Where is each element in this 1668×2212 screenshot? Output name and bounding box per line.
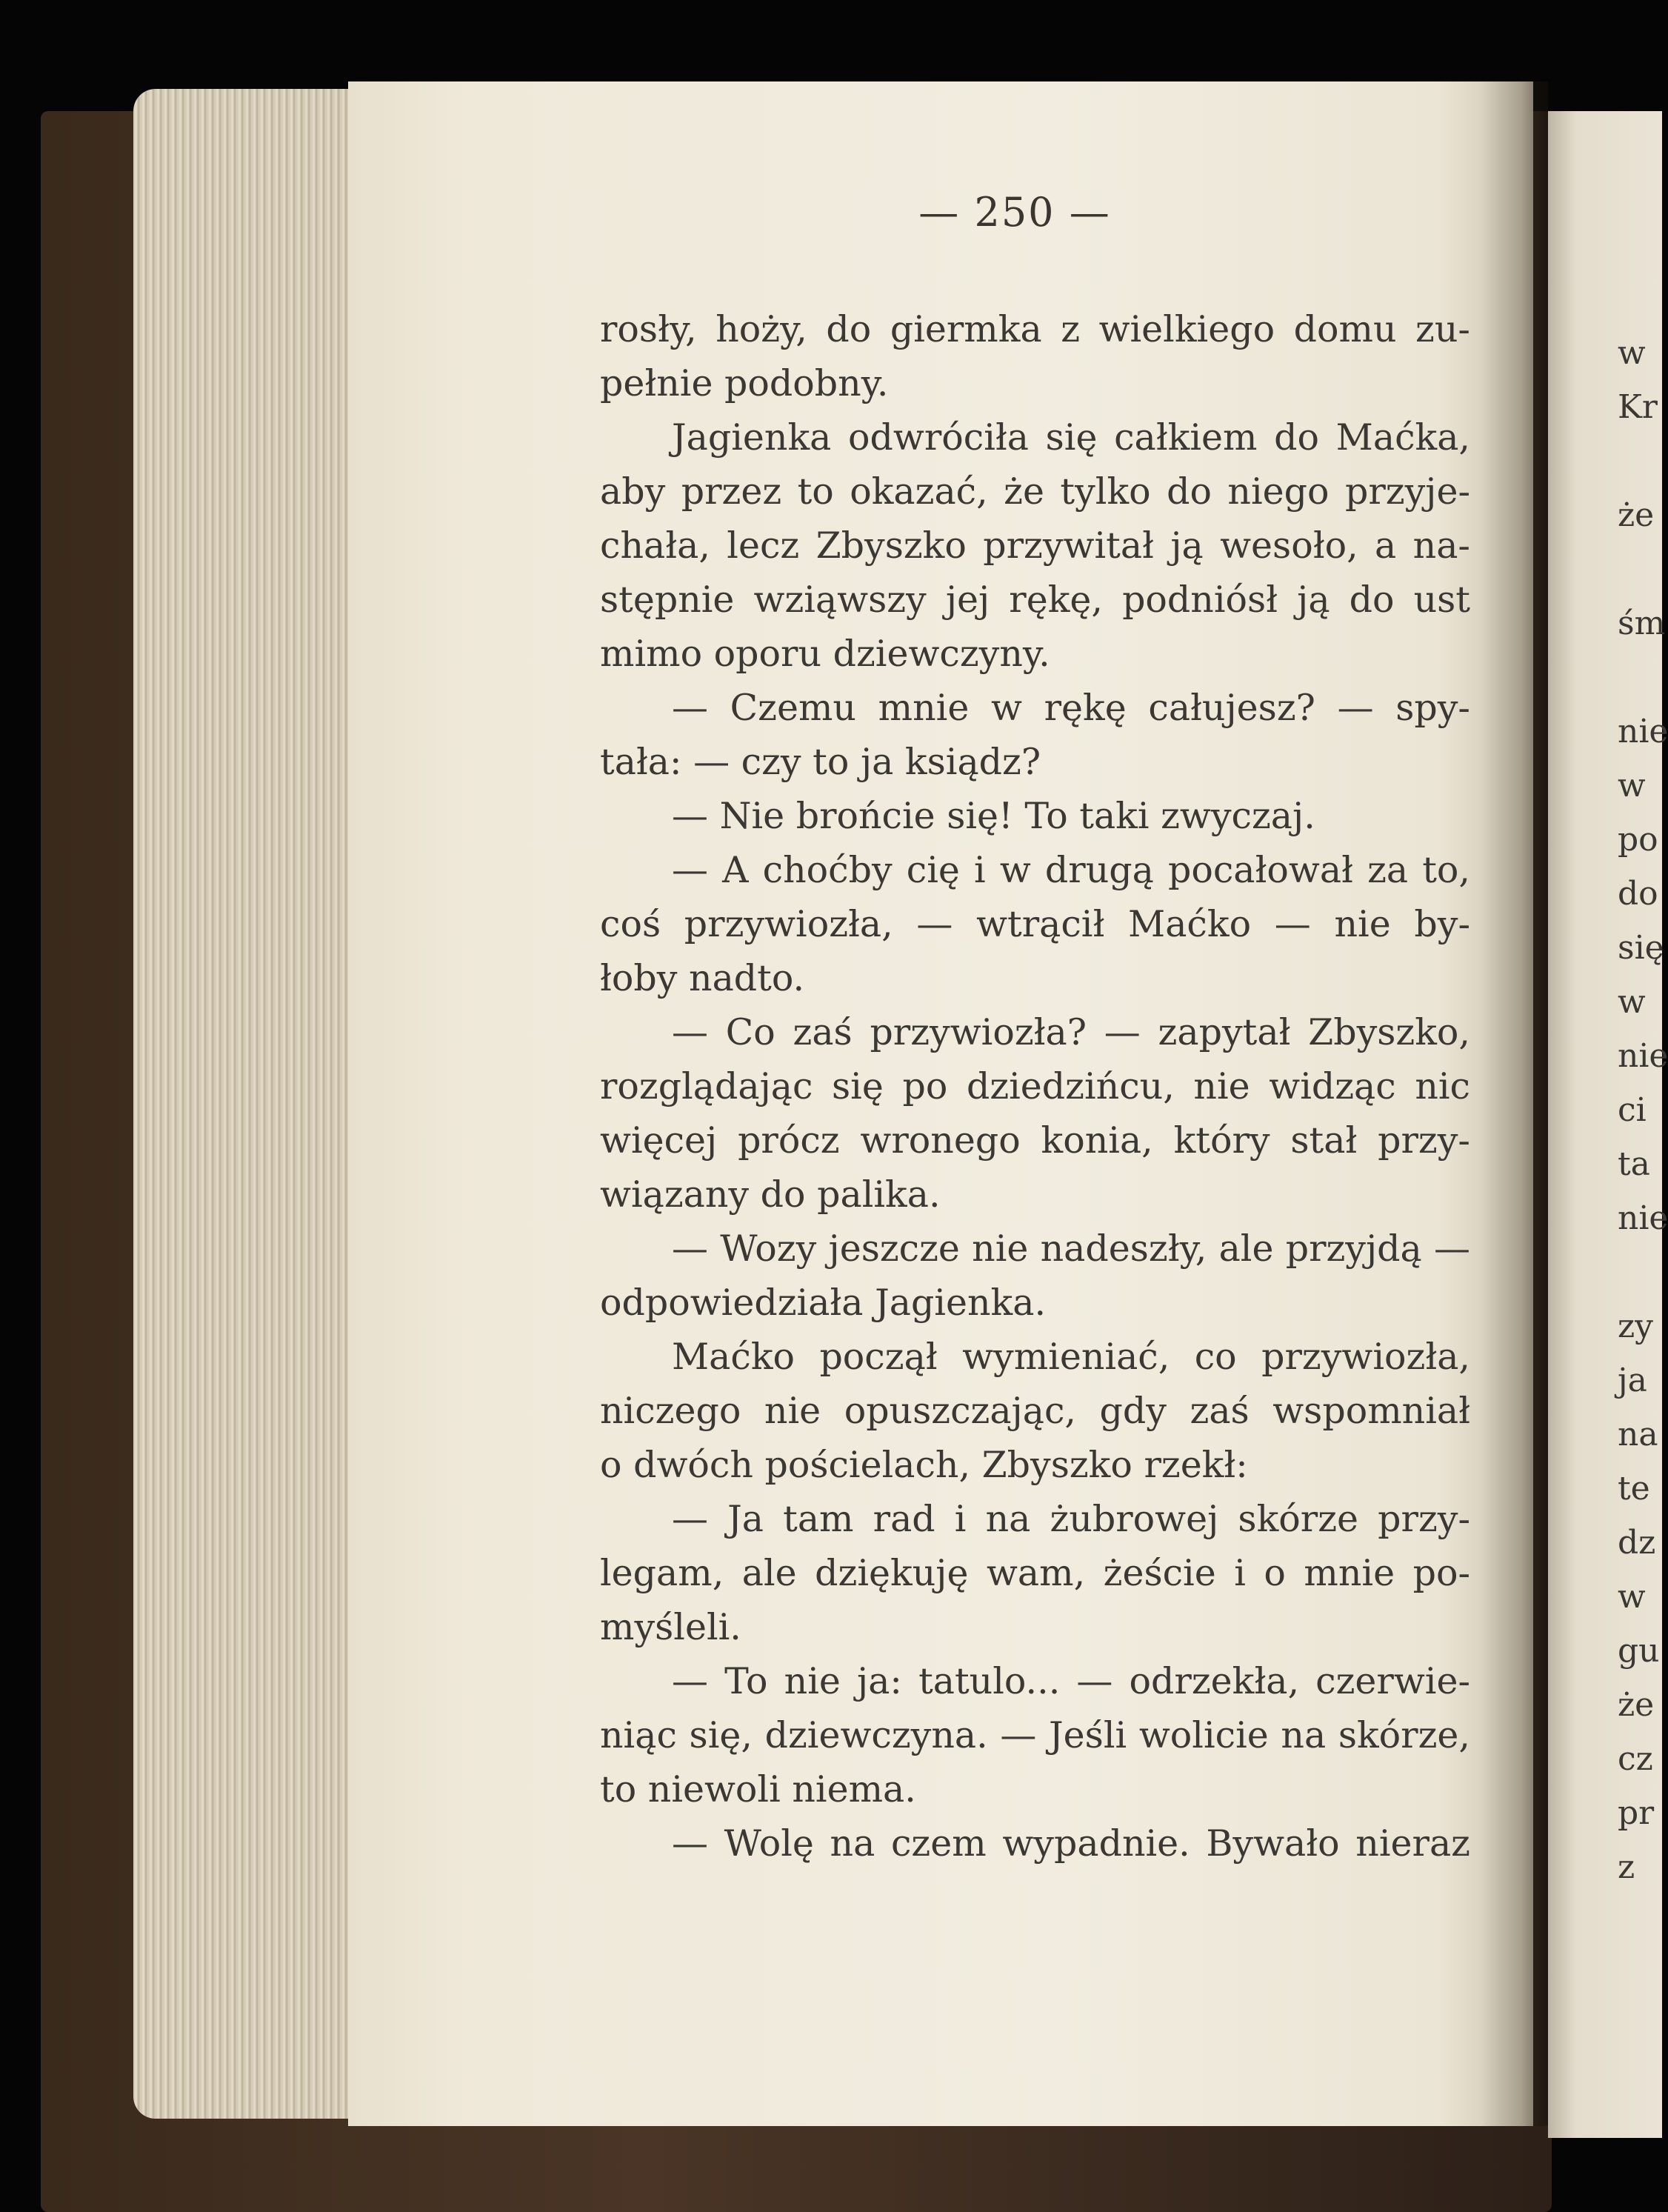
book-gutter bbox=[1481, 81, 1548, 2126]
text-line: pełnie podobny. bbox=[600, 362, 889, 404]
text-line: — Ja tam rad i na żubrowej skórze przy- bbox=[672, 1498, 1470, 1540]
right-page-fragment: nie bbox=[1618, 713, 1668, 750]
right-page-fragment: nie bbox=[1618, 1037, 1668, 1075]
page-text bbox=[600, 302, 1470, 1870]
text-line: wiązany do palika. bbox=[600, 1173, 941, 1216]
right-page-fragment: na bbox=[1618, 1416, 1658, 1453]
text-line: — Nie brońcie się! To taki zwyczaj. bbox=[672, 795, 1315, 837]
text-line: — To nie ja: tatulo... — odrzekła, czerwie- bbox=[672, 1660, 1470, 1702]
text-line: — A choćby cię i w drugą pocałował za to, bbox=[672, 849, 1470, 891]
right-page-fragment: Kr bbox=[1618, 388, 1658, 426]
right-page-fragment: te bbox=[1618, 1470, 1650, 1508]
text-line: niczego nie opuszczając, gdy zaś wspomniał bbox=[600, 1390, 1470, 1432]
right-page-fragment: cz bbox=[1618, 1740, 1653, 1778]
text-line: legam, ale dziękuję wam, żeście i o mnie po- bbox=[600, 1552, 1470, 1594]
text-line: Maćko począł wymieniać, co przywiozła, bbox=[672, 1336, 1470, 1378]
right-page-fragment bbox=[1618, 650, 1662, 704]
right-page-fragment: że bbox=[1618, 1686, 1655, 1724]
right-page-fragment: ja bbox=[1618, 1362, 1647, 1399]
right-page-fragment: z bbox=[1618, 1848, 1635, 1886]
text-line: o dwóch pościelach, Zbyszko rzekł: bbox=[600, 1444, 1248, 1486]
right-page-fragment bbox=[1618, 1245, 1662, 1299]
right-page-fragment: nie bbox=[1618, 1199, 1668, 1237]
text-line: chała, lecz Zbyszko przywitał ją wesoło, a na- bbox=[600, 524, 1470, 567]
right-page-fragment: w bbox=[1618, 983, 1646, 1021]
text-line: — Wolę na czem wypadnie. Bywało nieraz bbox=[672, 1822, 1470, 1865]
right-page-fragment bbox=[1618, 542, 1662, 596]
right-page-fragment: że bbox=[1618, 496, 1655, 534]
text-line: myśleli. bbox=[600, 1606, 741, 1648]
text-line: łoby nadto. bbox=[600, 957, 805, 999]
right-page-fragment: ta bbox=[1618, 1145, 1650, 1183]
right-page-fragment bbox=[1618, 434, 1662, 488]
right-page-fragment: w bbox=[1618, 767, 1646, 804]
text-line: więcej prócz wronego konia, który stał przy- bbox=[600, 1119, 1470, 1162]
text-line: — Czemu mnie w rękę całujesz? — spy- bbox=[672, 687, 1470, 729]
right-page-fragment: ci bbox=[1618, 1091, 1647, 1129]
text-line: rosły, hoży, do giermka z wielkiego domu zu- bbox=[600, 308, 1470, 350]
text-line: to niewoli niema. bbox=[600, 1768, 916, 1810]
right-page-fragment: gu bbox=[1618, 1632, 1660, 1670]
right-page-fragment: śm bbox=[1618, 604, 1666, 642]
text-line: stępnie wziąwszy jej rękę, podniósł ją do ust bbox=[600, 579, 1470, 621]
right-page-fragment: w bbox=[1618, 334, 1646, 372]
text-line: mimo oporu dziewczyny. bbox=[600, 633, 1050, 675]
right-page-fragment: zy bbox=[1618, 1307, 1654, 1345]
right-page-fragment: po bbox=[1618, 821, 1658, 859]
text-line: — Co zaś przywiozła? — zapytał Zbyszko, bbox=[672, 1011, 1470, 1053]
text-line: coś przywiozła, — wtrącił Maćko — nie by- bbox=[600, 903, 1470, 945]
right-page-fragment: pr bbox=[1618, 1794, 1655, 1832]
text-line: Jagienka odwróciła się całkiem do Maćka, bbox=[672, 416, 1470, 459]
right-page-fragment: do bbox=[1618, 875, 1658, 913]
right-page-fragment: w bbox=[1618, 1578, 1646, 1616]
text-line: niąc się, dziewczyna. — Jeśli wolicie na skórze, bbox=[600, 1714, 1470, 1756]
right-page-fragment: się bbox=[1618, 929, 1664, 967]
text-line: aby przez to okazać, że tylko do niego przyje- bbox=[600, 470, 1470, 513]
text-line: odpowiedziała Jagienka. bbox=[600, 1282, 1047, 1324]
page-number: — 250 — bbox=[918, 189, 1111, 236]
text-line: tała: — czy to ja ksiądz? bbox=[600, 741, 1041, 783]
text-line: — Wozy jeszcze nie nadeszły, ale przyjdą — bbox=[672, 1227, 1470, 1270]
right-page-text-fragments bbox=[1618, 326, 1668, 1894]
text-line: rozglądając się po dziedzińcu, nie widząc nic bbox=[600, 1065, 1470, 1107]
page-edges bbox=[133, 89, 385, 2119]
right-page-fragment: dz bbox=[1618, 1524, 1656, 1562]
